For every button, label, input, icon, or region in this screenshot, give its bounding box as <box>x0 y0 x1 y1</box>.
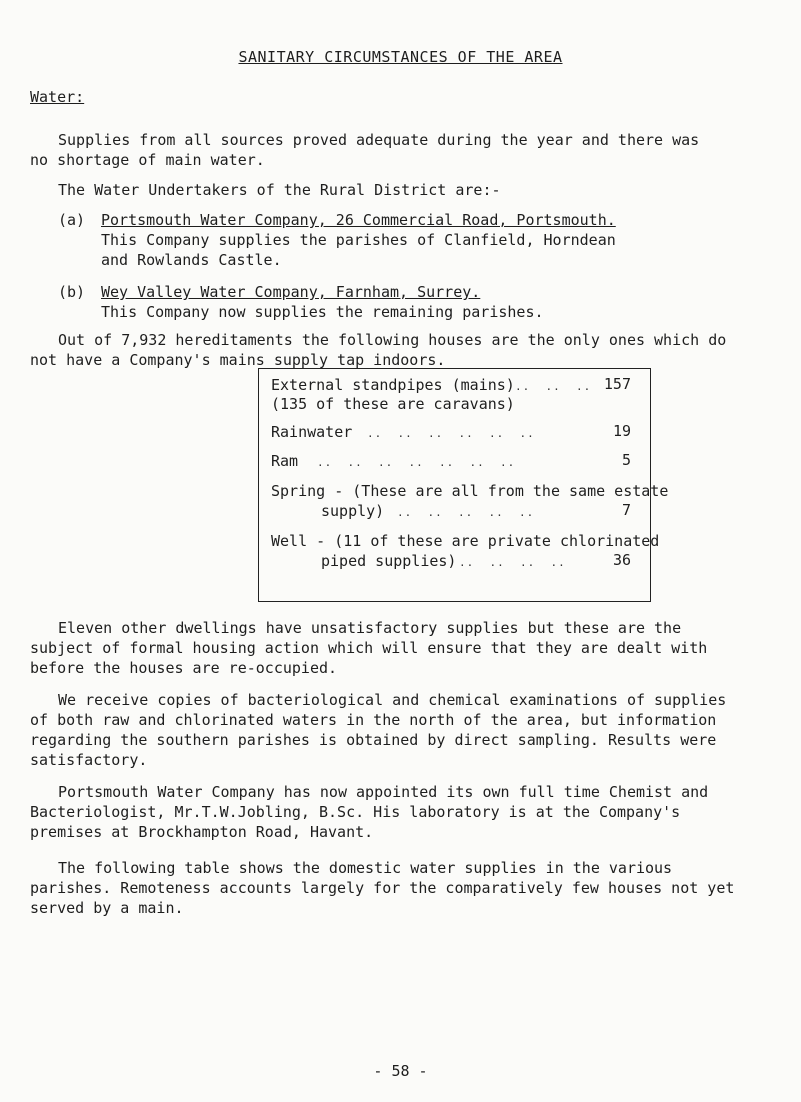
row-3-value: 5 <box>621 451 631 469</box>
paragraph-7-line-3: served by a main. <box>30 899 184 917</box>
paragraph-5-line-3: regarding the southern parishes is obtained by direct sampling. Results were <box>30 731 717 749</box>
paragraph-6-line-3: premises at Brockhampton Road, Havant. <box>30 823 374 841</box>
row-4-label: Spring - (These are all from the same estate <box>271 482 669 500</box>
page-number: - 58 - <box>373 1062 428 1080</box>
section-label-water: Water: <box>30 88 85 106</box>
leader-dots: .. .. .. .. .. <box>397 506 535 519</box>
paragraph-1-line-2: no shortage of main water. <box>30 151 265 169</box>
paragraph-1-line-1: Supplies from all sources proved adequate during the year and there was <box>58 131 700 149</box>
paragraph-7-line-2: parishes. Remoteness accounts largely for the comparatively few houses not yet <box>30 879 735 897</box>
leader-dots: .. .. .. .. <box>459 556 566 569</box>
row-1-label: External standpipes (mains) <box>271 376 515 394</box>
row-5-sublabel: piped supplies) <box>321 552 457 570</box>
paragraph-5-line-2: of both raw and chlorinated waters in the north of the area, but information <box>30 711 717 729</box>
paragraph-4-line-3: before the houses are re-occupied. <box>30 659 338 677</box>
row-5-label: Well - (11 of these are private chlorinated <box>271 532 660 550</box>
paragraph-4-line-1: Eleven other dwellings have unsatisfactory supplies but these are the <box>58 619 682 637</box>
paragraph-5-line-1: We receive copies of bacteriological and chemical examinations of supplies <box>58 691 727 709</box>
row-2-label: Rainwater <box>271 423 353 441</box>
paragraph-4-line-2: subject of formal housing action which will ensure that they are dealt with <box>30 639 708 657</box>
water-supply-table <box>258 368 669 602</box>
paragraph-5-line-4: satisfactory. <box>30 751 148 769</box>
paragraph-3-line-1: Out of 7,932 hereditaments the following houses are the only ones which do <box>58 331 727 349</box>
list-a-line-3: and Rowlands Castle. <box>101 251 282 269</box>
page-heading: SANITARY CIRCUMSTANCES OF THE AREA <box>238 48 563 66</box>
paragraph-7-line-1: The following table shows the domestic water supplies in the various <box>58 859 673 877</box>
list-a-name: Portsmouth Water Company, 26 Commercial Road, Portsmouth. <box>101 211 616 229</box>
paragraph-6-line-1: Portsmouth Water Company has now appointed its own full time Chemist and <box>58 783 709 801</box>
list-b-name: Wey Valley Water Company, Farnham, Surrey. <box>101 283 481 301</box>
list-marker-b: (b) <box>58 283 86 301</box>
row-1-value: 157 <box>603 375 631 393</box>
row-3-label: Ram <box>271 452 299 470</box>
leader-dots: .. .. .. .. .. .. <box>367 427 535 440</box>
leader-dots: .. .. .. <box>515 380 592 393</box>
paragraph-2: The Water Undertakers of the Rural District are:- <box>58 181 501 199</box>
list-a-line-2: This Company supplies the parishes of Clanfield, Horndean <box>101 231 616 249</box>
leader-dots: .. .. .. .. .. .. .. <box>317 456 516 469</box>
row-4-sublabel: supply) <box>321 502 385 520</box>
list-marker-a: (a) <box>58 211 86 229</box>
row-4-value: 7 <box>621 501 631 519</box>
paragraph-6-line-2: Bacteriologist, Mr.T.W.Jobling, B.Sc. His laboratory is at the Company's <box>30 803 681 821</box>
row-1-sublabel: (135 of these are caravans) <box>271 395 515 413</box>
row-5-value: 36 <box>612 551 631 569</box>
row-2-value: 19 <box>612 422 631 440</box>
list-b-line-2: This Company now supplies the remaining parishes. <box>101 303 544 321</box>
paragraph-3-line-2: not have a Company's mains supply tap indoors. <box>30 351 446 369</box>
